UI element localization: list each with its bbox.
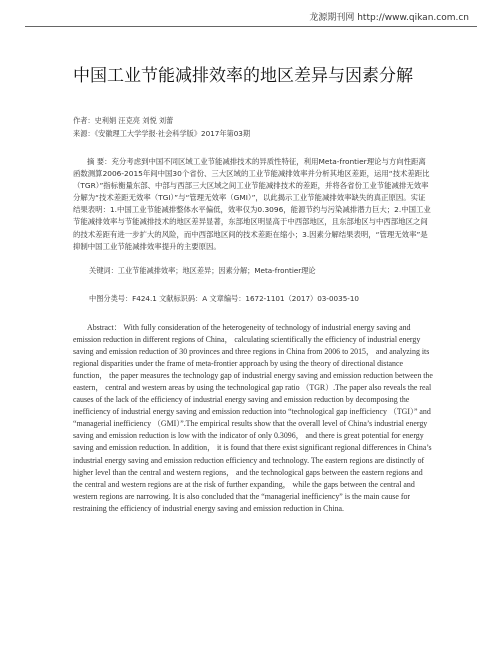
article-title: 中国工业节能减排效率的地区差异与因素分解 <box>73 66 413 86</box>
english-abstract: Abstract： With fully consideration of the heterogeneity of technology of industrial energy saving and emission reduction in different regions of China， calculating scientifically the efficiency of industrial energy saving and emission reduction of 30 provinces and three regions in China from 2006 to 2015， and analyzing its regional disparities under the frame of meta-frontier approach by using the theory of directional distance function， the paper measures the technology gap of industrial energy saving and emission reduction between the eastern， central and western areas by using the technological gap ratio （TGR）.The paper also reveals the real causes of the lack of the efficiency of industrial energy saving and emission reduction by decomposing the inefficiency of industrial energy saving and emission reduction into “technological gap inefficiency （TGI）” and “managerial inefficiency （GMI）”.The empirical results show that the overall level of China’s industrial energy saving and emission reduction is low with the indicator of only 0.3096， and there is great potential for energy saving and emission reduction. In addition， it is found that there exist significant regional differences in China’s industrial energy saving and emission reduction efficiency and technology. The eastern regions are distinctly of higher level than the central and western regions， and the technological gaps between the eastern regions and the central and western regions are at the risk of further expanding， while the gaps between the central and western regions are narrowing. It is also concluded that the “managerial inefficiency” is the main cause for restraining the efficiency of industrial energy saving and emission reduction in China. <box>73 323 433 513</box>
article-authors: 作者：史利娟 汪克亮 刘悦 刘蕾 <box>73 116 174 125</box>
article-source: 来源：《安徽理工大学学报·社会科学版》2017年第03期 <box>73 129 251 138</box>
header-divider <box>25 26 477 27</box>
journal-site-header: 龙源期刊网 http://www.qikan.com.cn <box>309 13 469 23</box>
keywords: 关键词：工业节能减排效率；地区差异；因素分解；Meta-frontier理论 <box>89 266 316 275</box>
chinese-abstract: 摘 要：充分考虑到中国不同区域工业节能减排技术的异质性特征，利用Meta-frontier理论与方向性距离函数测算2006-2015年间中国30个省份、三大区域的工业节能减排效率并分析其地区差距，运用“技术差距比（TGR）”指标衡量东部、中部与西部三大区域之间工业节能减排技术的差距，并将各省份工业节能减排无效率分解为“技术差距无效率（TGI）”与“管理无效率（GMI）”，以此揭示工业节能减排效率缺失的真正原因。实证结果表明：1.中国工业节能减排整体水平偏低，效率仅为0.3096，能源节约与污染减排潜力巨大；2.中国工业节能减排效率与节能减排技术的地区差异显著，东部地区明显高于中西部地区，且东部地区与中西部地区之间的技术差距有进一步扩大的风险，而中西部地区间的技术差距在缩小；3.因素分解结果表明，“管理无效率”是抑制中国工业节能减排效率提升的主要原因。 <box>73 157 431 251</box>
classification-info: 中图分类号：F424.1 文献标识码：A 文章编号：1672-1101（2017）03-0035-10 <box>89 294 360 303</box>
